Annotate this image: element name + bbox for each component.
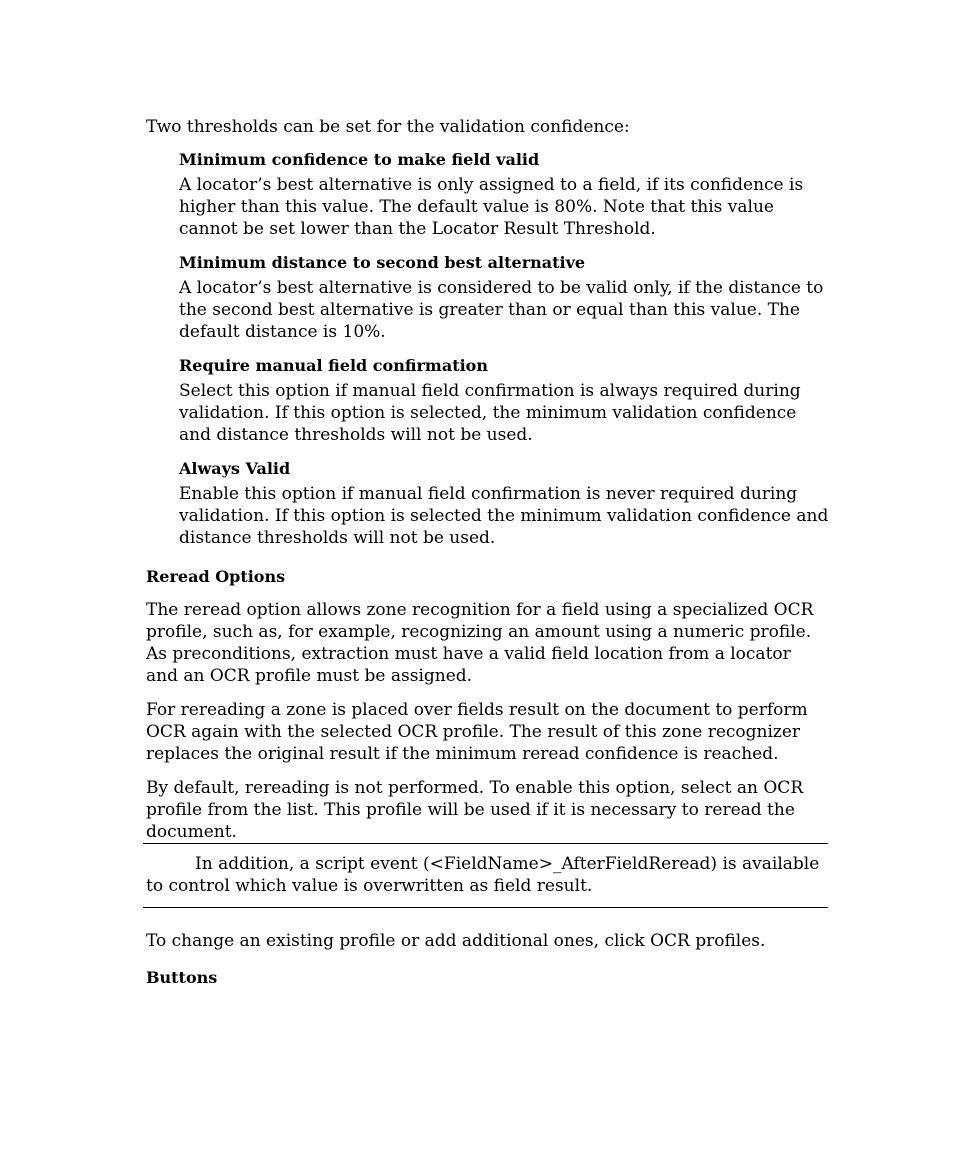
reread-paragraph: By default, rereading is not performed. To enable this option, select an OCR profile from the list. This profile will be used if it is necessary to reread the document.: [146, 778, 804, 842]
reread-options-heading: Reread Options: [146, 567, 286, 586]
buttons-heading: Buttons: [146, 968, 218, 987]
note-top-rule: [143, 843, 828, 844]
definition-term: Minimum distance to second best alternative: [179, 253, 586, 272]
definition-term: Require manual field confirmation: [179, 356, 488, 375]
definition-desc: A locator’s best alternative is only assigned to a field, if its confidence is higher than this value. The default value is 80%. Note that this value cannot be set lower than the Locator Result Threshold.: [179, 175, 804, 239]
reread-paragraph: For rereading a zone is placed over fields result on the document to perform OCR again with the selected OCR profile. The result of this zone recognizer replaces the original result if the minimum reread confidence is reached.: [146, 700, 808, 764]
definition-always-valid: [179, 458, 829, 549]
definition-desc: A locator’s best alternative is considered to be valid only, if the distance to the second best alternative is greater than or equal than this value. The default distance is 10%.: [179, 278, 824, 342]
change-profile-text: To change an existing profile or add additional ones, click OCR profiles.: [146, 931, 766, 951]
definition-term: Always Valid: [179, 459, 291, 478]
definition-min-distance: [179, 252, 829, 343]
definition-min-confidence: [179, 149, 829, 240]
reread-paragraph: The reread option allows zone recognition for a field using a specialized OCR profile, such as, for example, recognizing an amount using a numeric profile. As preconditions, extraction must have a valid field location from a locator and an OCR profile must be assigned.: [146, 600, 814, 686]
definition-manual-confirmation: [179, 355, 829, 446]
definition-desc: Select this option if manual field confirmation is always required during validation. If this option is selected, the minimum validation confidence and distance thresholds will not be used.: [179, 381, 801, 445]
definition-desc: Enable this option if manual field confirmation is never required during validation. If this option is selected the minimum validation confidence and distance thresholds will not be used.: [179, 484, 829, 548]
intro-text: Two thresholds can be set for the validation confidence:: [146, 117, 630, 137]
note-text: In addition, a script event (<FieldName>_AfterFieldReread) is available to control which value is overwritten as field result.: [146, 854, 820, 896]
note-bottom-rule: [143, 907, 828, 908]
definition-term: Minimum confidence to make field valid: [179, 150, 540, 169]
